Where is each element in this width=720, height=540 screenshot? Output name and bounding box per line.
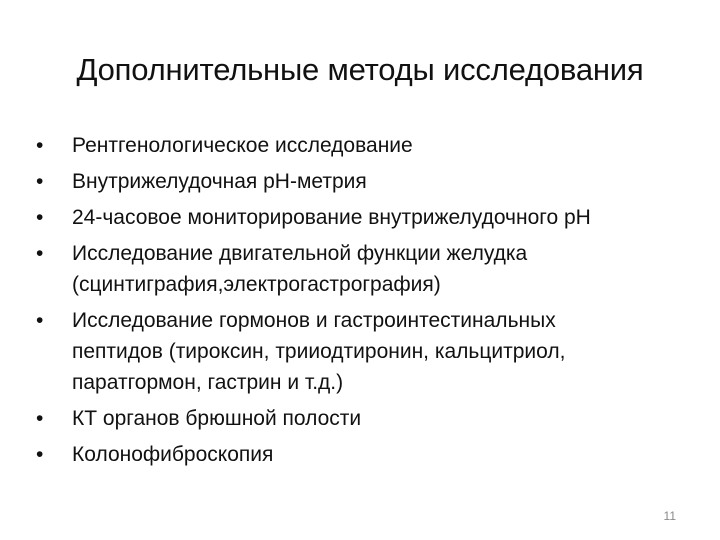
bullet-icon: • [36, 170, 44, 193]
bullet-icon: • [36, 309, 44, 332]
bullet-icon: • [36, 134, 44, 157]
bullet-icon: • [36, 206, 44, 229]
list-item [36, 202, 676, 233]
list-item [36, 238, 542, 300]
list-item-text: Рентгенологическое исследование [72, 134, 413, 157]
list-item-text: КТ органов брюшной полости [72, 407, 362, 430]
slide-title: Дополнительные методы исследования [76, 52, 644, 87]
list-item [36, 305, 602, 398]
list-item-text: Колонофиброскопия [72, 443, 274, 466]
bullet-icon: • [36, 407, 44, 430]
list-item-text: Исследование двигательной функции желудка (сцинтиграфия,электрогастрография) [72, 242, 528, 296]
list-item [36, 166, 676, 197]
bullet-icon: • [36, 242, 44, 265]
list-item-text: Исследование гормонов и гастроинтестинальных пептидов (тироксин, трииодтиронин, кальцитриол, паратгормон, гастрин и т.д.) [72, 309, 566, 394]
list-item-text: Внутрижелудочная рН-метрия [72, 170, 367, 193]
bullet-icon: • [36, 443, 44, 466]
list-item [36, 130, 676, 161]
list-item-text: 24-часовое мониторирование внутрижелудочного рН [72, 206, 591, 229]
list-item [36, 403, 676, 434]
slide-number: 11 [663, 509, 676, 523]
bullet-list [36, 130, 676, 475]
list-item [36, 439, 676, 470]
